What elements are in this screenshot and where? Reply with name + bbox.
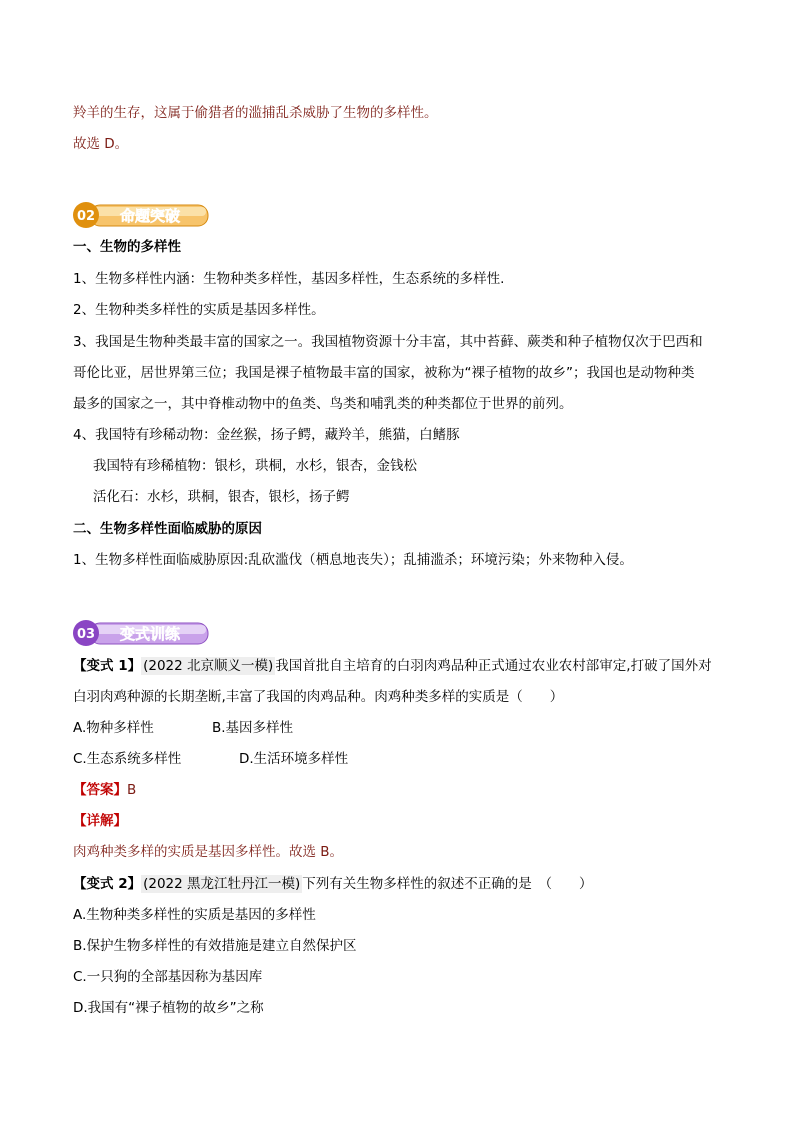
- q2-source: (2022 黑龙江牡丹江一模): [143, 876, 301, 892]
- banner-title: 变式训练: [119, 625, 181, 643]
- q2-stem-text: 下列有关生物多样性的叙述不正确的是 （ ）: [302, 876, 593, 892]
- q1-stem-a-text: 我国首批自主培育的白羽肉鸡品种正式通过农业农村部审定,打破了国外对: [275, 658, 712, 674]
- section1-p3c: 最多的国家之一，其中脊椎动物中的鱼类、鸟类和哺乳类的种类都位于世界的前列。: [73, 396, 573, 412]
- q1-option-b: B.基因多样性: [212, 720, 294, 736]
- section2-heading: 二、生物多样性面临威胁的原因: [73, 521, 262, 537]
- q2-option-d: D.我国有“裸子植物的故乡”之称: [73, 1000, 264, 1016]
- answer-tag: 【答案】: [73, 782, 127, 798]
- banner-title: 命题突破: [119, 207, 181, 225]
- answer-value: B: [127, 782, 137, 798]
- q2-stem: [73, 875, 593, 893]
- q1-option-c: C.生态系统多样性: [73, 751, 182, 767]
- q1-source: (2022 北京顺义一模): [143, 658, 274, 674]
- section2-p1: 1、生物多样性面临威胁原因:乱砍滥伐（栖息地丧失）；乱捕滥杀；环境污染；外来物种入侵。: [73, 552, 633, 568]
- q1-option-a: A.物种多样性: [73, 720, 154, 736]
- prev-answer-line2: 故选 D。: [73, 136, 129, 152]
- section1-p3b: 哥伦比亚，居世界第三位；我国是裸子植物最丰富的国家，被称为“裸子植物的故乡”；我国也是动物种类: [73, 365, 695, 381]
- prev-answer-line1: 羚羊的生存，这属于偷猎者的滥捕乱杀威胁了生物的多样性。: [73, 105, 438, 121]
- q1-detail: 肉鸡种类多样的实质是基因多样性。故选 B。: [73, 844, 344, 860]
- section1-p4c: 活化石：水杉，珙桐，银杏，银杉，扬子鳄: [93, 489, 350, 505]
- section1-p1: 1、生物多样性内涵：生物种类多样性，基因多样性，生态系统的多样性.: [73, 271, 505, 287]
- section1-p4b: 我国特有珍稀植物：银杉，珙桐，水杉，银杏，金钱松: [93, 458, 417, 474]
- q2-tag: 【变式 2】: [73, 876, 142, 892]
- banner-number: 02: [76, 209, 96, 224]
- section1-p4: 4、我国特有珍稀动物：金丝猴，扬子鳄，藏羚羊，熊猫，白鳍豚: [73, 427, 460, 443]
- q1-detail-tag: 【详解】: [73, 813, 127, 829]
- section1-p3a: 3、我国是生物种类最丰富的国家之一。我国植物资源十分丰富，其中苔藓、蕨类和种子植物仅次于巴西和: [73, 334, 703, 350]
- section-banner-02: [72, 200, 212, 230]
- q2-option-a: A.生物种类多样性的实质是基因的多样性: [73, 907, 316, 923]
- q1-stem-b: 白羽肉鸡种源的长期垄断,丰富了我国的肉鸡品种。肉鸡种类多样的实质是（ ）: [73, 689, 564, 705]
- banner-number: 03: [76, 627, 96, 642]
- section1-p2: 2、生物种类多样性的实质是基因多样性。: [73, 302, 325, 318]
- q2-option-b: B.保护生物多样性的有效措施是建立自然保护区: [73, 938, 357, 954]
- section-banner-03: [72, 618, 212, 648]
- q2-option-c: C.一只狗的全部基因称为基因库: [73, 969, 263, 985]
- q1-tag: 【变式 1】: [73, 658, 142, 674]
- q1-answer: [73, 781, 136, 799]
- q1-stem-a: [73, 657, 712, 675]
- section1-heading: 一、生物的多样性: [73, 239, 181, 255]
- q1-option-d: D.生活环境多样性: [239, 751, 349, 767]
